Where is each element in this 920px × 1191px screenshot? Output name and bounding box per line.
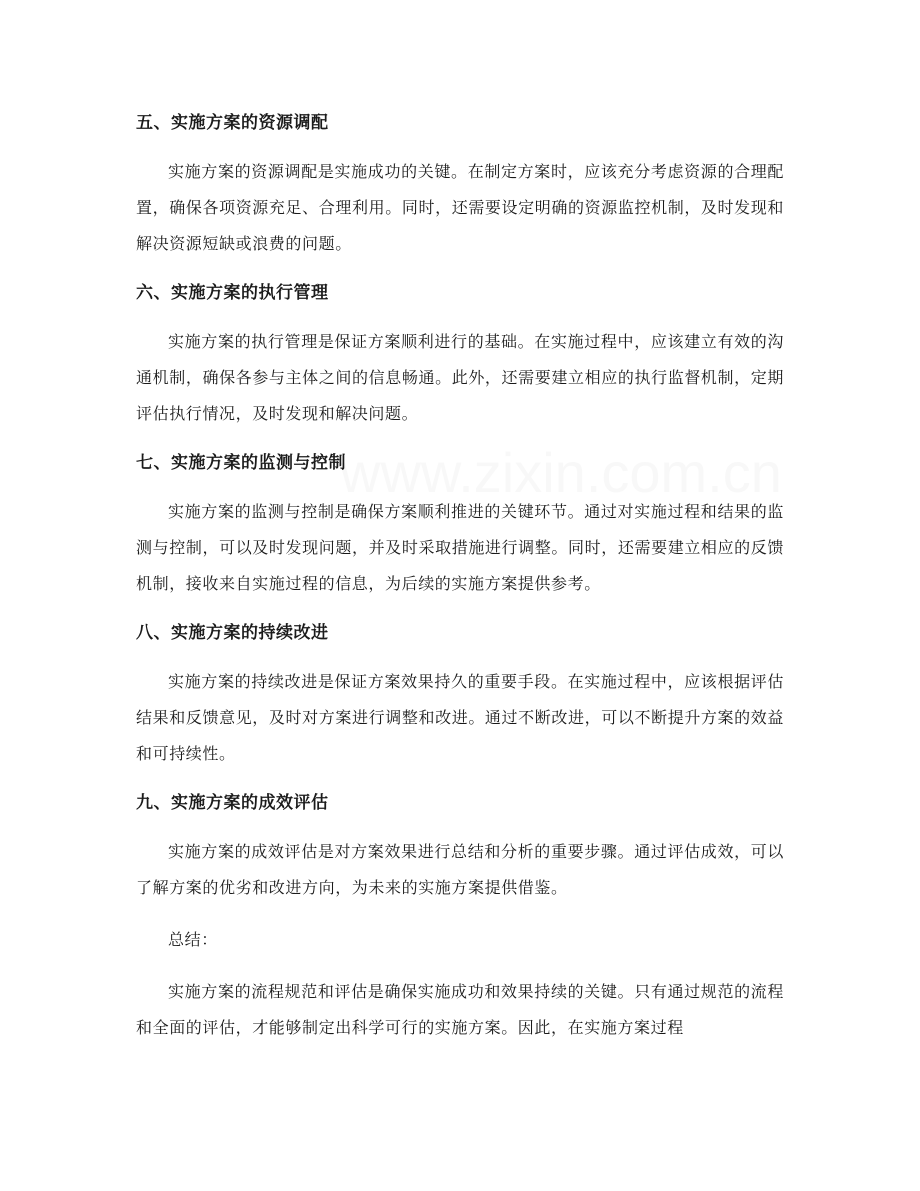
section-heading: 五、实施方案的资源调配 bbox=[136, 113, 329, 133]
section-monitoring-control bbox=[136, 448, 784, 602]
watermark: www.zixin.com.cn bbox=[340, 441, 782, 504]
section-heading: 六、实施方案的执行管理 bbox=[136, 283, 329, 303]
summary-label: 总结： bbox=[168, 930, 218, 949]
section-paragraph: 实施方案的成效评估是对方案效果进行总结和分析的重要步骤。通过评估成效，可以了解方案的优劣和改进方向，为未来的实施方案提供借鉴。 bbox=[136, 842, 784, 897]
section-resource-allocation bbox=[136, 108, 784, 262]
section-summary bbox=[136, 922, 784, 1046]
section-effectiveness-evaluation bbox=[136, 788, 784, 906]
section-paragraph: 实施方案的执行管理是保证方案顺利进行的基础。在实施过程中，应该建立有效的沟通机制，确保各参与主体之间的信息畅通。此外，还需要建立相应的执行监督机制，定期评估执行情况，及时发现和解决问题。 bbox=[136, 332, 784, 423]
document-content bbox=[136, 108, 784, 1046]
section-heading: 八、实施方案的持续改进 bbox=[136, 623, 329, 643]
section-heading: 九、实施方案的成效评估 bbox=[136, 793, 329, 813]
section-continuous-improvement bbox=[136, 618, 784, 772]
section-execution-management bbox=[136, 278, 784, 432]
section-paragraph: 实施方案的资源调配是实施成功的关键。在制定方案时，应该充分考虑资源的合理配置，确保各项资源充足、合理利用。同时，还需要设定明确的资源监控机制，及时发现和解决资源短缺或浪费的问题。 bbox=[136, 162, 784, 253]
section-paragraph: 实施方案的监测与控制是确保方案顺利推进的关键环节。通过对实施过程和结果的监测与控制，可以及时发现问题，并及时采取措施进行调整。同时，还需要建立相应的反馈机制，接收来自实施过程的信息，为后续的实施方案提供参考。 bbox=[136, 502, 784, 593]
section-paragraph: 实施方案的持续改进是保证方案效果持久的重要手段。在实施过程中，应该根据评估结果和反馈意见，及时对方案进行调整和改进。通过不断改进，可以不断提升方案的效益和可持续性。 bbox=[136, 672, 784, 763]
section-heading: 七、实施方案的监测与控制 bbox=[136, 453, 346, 473]
summary-paragraph: 实施方案的流程规范和评估是确保实施成功和效果持续的关键。只有通过规范的流程和全面的评估，才能够制定出科学可行的实施方案。因此，在实施方案过程 bbox=[136, 982, 784, 1037]
